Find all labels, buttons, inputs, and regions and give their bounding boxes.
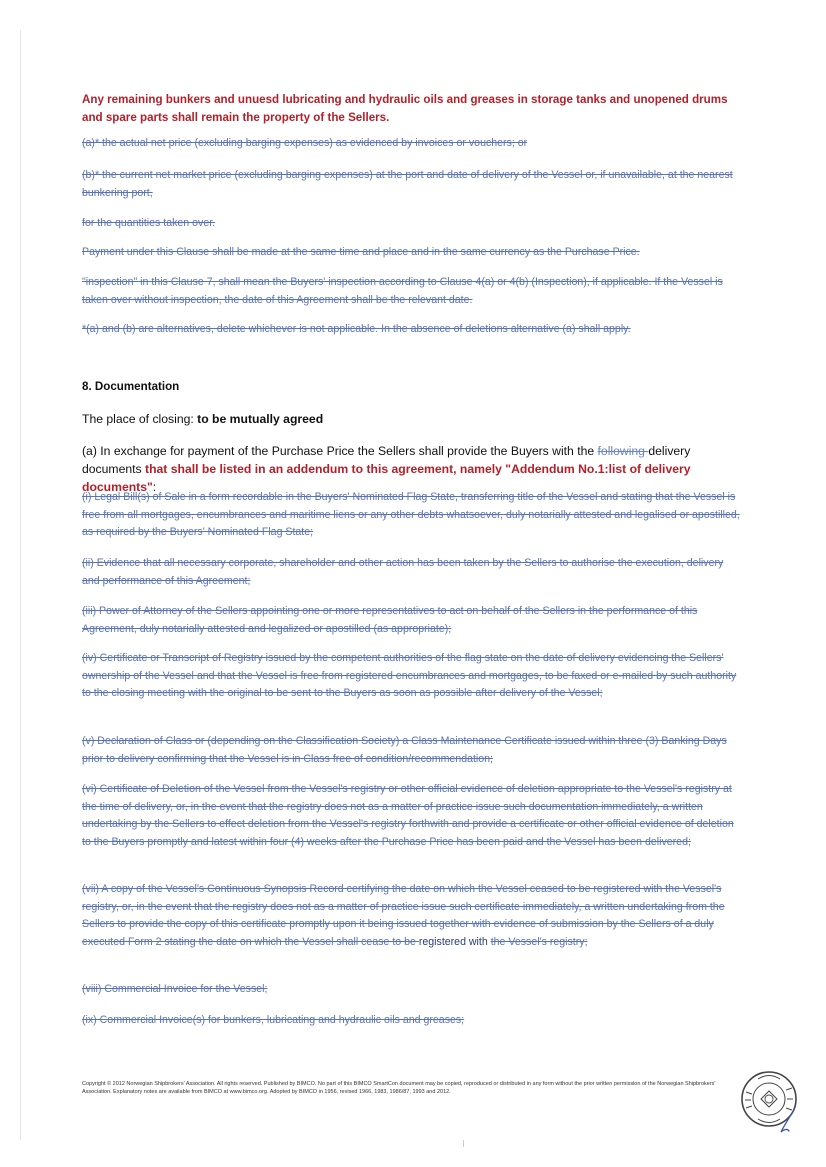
copyright-footer: Copyright © 2012 Norwegian Shipbrokers' Association. All rights reserved. Published by BIMCO. No part of this BIMCO SmartCon document may be copied, reproduced or distributed in any form without the prior written permission of the Norwegian Shipbrokers' Association. Explanatory notes are available from BIMCO at www.bimco.org. Adopted by BIMCO in 1956, revised 1966, 1983, 1986/87, 1993 and 2012. xyxy=(82,1081,716,1095)
struck-quantities: for the quantities taken over. xyxy=(82,217,216,229)
clause-a-part2: delivery documents xyxy=(82,444,691,476)
clause-a-addendum: that shall be listed in an addendum to this agreement, namely "Addendum No.1:list of delivery documents" xyxy=(82,462,691,494)
item-vii-registered: registered with xyxy=(418,935,491,948)
clause-a-end: : xyxy=(152,480,157,494)
struck-payment-clause: Payment under this Clause shall be made at the same time and place and in the same currency as the Purchase Price. xyxy=(82,246,640,258)
closing-place xyxy=(82,410,742,428)
scan-margin-line xyxy=(20,30,21,1140)
struck-option-b: (b)* the current net market price (excluding barging expenses) at the port and date of delivery of the Vessel or, if unavailable, at the nearest bunkering port, xyxy=(82,169,733,199)
struck-item-i: (i) Legal Bill(s) of Sale in a form recordable in the Buyers' Nominated Flag State, transferring title of the Vessel and stating that the Vessel is free from all mortgages, encumbrances and maritime liens or any other debts whatsoever, duly notarially attested and legalised or apostilled, as required by the Buyers' Nominated Flag State; xyxy=(82,491,740,538)
section-heading: 8. Documentation xyxy=(82,380,180,393)
struck-item-ix: (ix) Commercial Invoice(s) for bunkers, lubricating and hydraulic oils and greases; xyxy=(82,1014,465,1026)
struck-option-a: (a)* the actual net price (excluding barging expenses) as evidenced by invoices or vouchers; or xyxy=(82,137,528,149)
struck-item-vii: (vii) A copy of the Vessel's Continuous Synopsis Record certifying the date on which the Vessel ceased to be registered with the Vessel's registry, or, in the event that the registry does not as a matter of practice issue such certificate immediately, a written undertaking from the Sellers to provide the copy of this certificate promptly upon it being issued together with evidence of submission by the Sellers of a duly executed Form 2 stating the date on which the Vessel shall cease to be xyxy=(82,883,725,948)
struck-inspection-definition: "inspection" in this Clause 7, shall mean the Buyers' inspection according to Clause 4(a) or 4(b) (Inspection), if applicable. If the Vessel is taken over without inspection, the date of this Agreement shall be the relevant date. xyxy=(82,276,723,306)
intro-paragraph: Any remaining bunkers and unuesd lubricating and hydraulic oils and greases in storage tanks and unopened drums and spare parts shall remain the property of the Sellers. xyxy=(82,93,728,124)
struck-item-ii: (ii) Evidence that all necessary corporate, shareholder and other action has been taken by the Sellers to authorise the execution, delivery and performance of this Agreement; xyxy=(82,557,724,587)
item-vii-paragraph xyxy=(82,881,742,951)
clause-a-paragraph xyxy=(82,442,742,496)
struck-alternatives-note: *(a) and (b) are alternatives, delete whichever is not applicable. In the absence of deletions alternative (a) shall apply. xyxy=(82,323,631,335)
struck-item-v: (v) Declaration of Class or (depending on the Classification Society) a Class Maintenance Certificate issued within three (3) Banking Days prior to delivery confirming that the Vessel is in Class free of condition/recommendation; xyxy=(82,735,727,765)
closing-label: The place of closing: xyxy=(82,412,198,426)
struck-item-iii: (iii) Power of Attorney of the Sellers appointing one or more representatives to act on behalf of the Sellers in the performance of this Agreement, duly notarially attested and legalized or apostilled (as appropriate); xyxy=(82,605,698,635)
struck-item-iv: (iv) Certificate or Transcript of Registry issued by the competent authorities of the flag state on the date of delivery evidencing the Sellers' ownership of the Vessel and that the Vessel is free from registered encumbrances and mortgages, to be faxed or e-mailed by such authority to the closing meeting with the original to be sent to the Buyers as soon as possible after delivery of the Vessel; xyxy=(82,652,737,699)
clause-a-part1: (a) In exchange for payment of the Purchase Price the Sellers shall provide the Buyers with the xyxy=(82,444,598,458)
handwritten-signature xyxy=(775,1108,801,1136)
item-vii-tail: the Vessel's registry; xyxy=(490,935,588,948)
clause-a-struck: following xyxy=(597,444,649,458)
scan-artifact xyxy=(463,1140,464,1147)
struck-item-viii: (viii) Commercial Invoice for the Vessel; xyxy=(82,983,268,995)
closing-value: to be mutually agreed xyxy=(197,412,324,426)
struck-item-vi: (vi) Certificate of Deletion of the Vessel from the Vessel's registry or other official evidence of deletion appropriate to the Vessel's registry at the time of delivery, or, in the event that the registry does not as a matter of practice issue such documentation immediately, a written undertaking by the Sellers to effect deletion from the Vessel's registry forthwith and provide a certificate or other official evidence of deletion to the Buyers promptly and latest within four (4) weeks after the Purchase Price has been paid and the Vessel has been delivered; xyxy=(82,783,734,848)
